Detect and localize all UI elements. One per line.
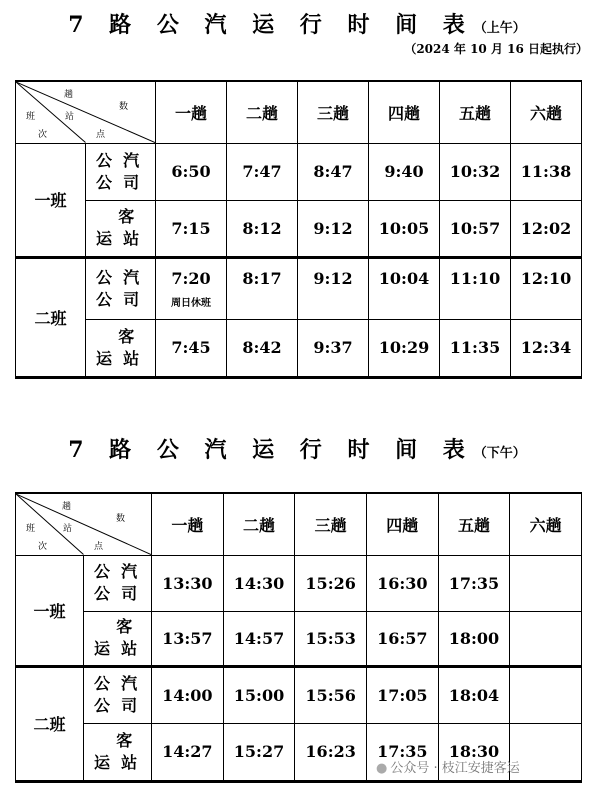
stop-label [84, 555, 152, 611]
time-cell: 17:05 [366, 666, 438, 723]
trip-header: 六趟 [511, 81, 582, 143]
stop-label-line: 运 站 [94, 752, 138, 772]
stop-label-line: 公 汽 [94, 562, 138, 581]
trip-header: 一趟 [152, 493, 224, 555]
header-row [16, 493, 582, 555]
diag-label-dian: 点 [96, 130, 106, 140]
trip-header: 二趟 [223, 493, 295, 555]
table-row [16, 257, 582, 319]
diag-label-shu: 数 [116, 514, 126, 524]
time-cell: 17:35 [438, 555, 510, 611]
time-cell: 11:38 [511, 143, 582, 200]
stop-label [84, 611, 152, 666]
time-cell [510, 723, 582, 781]
diag-label-zhan: 站 [65, 112, 75, 122]
shift-label: 一班 [16, 143, 86, 257]
trip-header: 二趟 [227, 81, 298, 143]
trip-header: 一趟 [156, 81, 227, 143]
time-cell: 15:56 [295, 666, 367, 723]
afternoon-timetable [15, 492, 582, 783]
time-cell: 12:34 [511, 319, 582, 377]
trip-header: 四趟 [369, 81, 440, 143]
morning-title-text: 7 路 公 汽 运 行 时 间 表 [68, 12, 474, 38]
stop-label-line: 运 站 [96, 348, 140, 368]
time-cell: 15:00 [223, 666, 295, 723]
trip-header: 五趟 [438, 493, 510, 555]
diag-label-tang: 趟 [64, 90, 74, 100]
stop-label [84, 666, 152, 723]
time-cell: 11:10 [440, 257, 511, 319]
time-cell: 16:57 [366, 611, 438, 666]
time-cell: 7:47 [227, 143, 298, 200]
trip-header: 三趟 [298, 81, 369, 143]
stop-label-line: 公 司 [94, 696, 138, 715]
time-cell: 18:30 [438, 723, 510, 781]
time-cell: 12:10 [511, 257, 582, 319]
time-cell: 14:30 [223, 555, 295, 611]
trip-header: 五趟 [440, 81, 511, 143]
time-cell: 9:37 [298, 319, 369, 377]
time-cell: 13:30 [152, 555, 224, 611]
time-cell: 15:26 [295, 555, 367, 611]
stop-label-line: 客 [96, 207, 135, 226]
afternoon-title-text: 7 路 公 汽 运 行 时 间 表 [68, 437, 474, 463]
sunday-off-note: 周日休班 [171, 297, 211, 309]
time-cell: 18:04 [438, 666, 510, 723]
time-cell: 8:17 [227, 257, 298, 319]
stop-label [86, 257, 156, 319]
time-cell: 6:50 [156, 143, 227, 200]
time-cell: 11:35 [440, 319, 511, 377]
stop-label [84, 723, 152, 781]
table-row [16, 319, 582, 377]
time-cell: 14:00 [152, 666, 224, 723]
time-cell: 18:00 [438, 611, 510, 666]
stop-label-line: 公 汽 [94, 674, 138, 693]
watermark-text: 公众号 · 枝江安捷客运 [390, 761, 520, 776]
time-cell: 10:29 [369, 319, 440, 377]
time-cell: 16:23 [295, 723, 367, 781]
diagonal-header-cell [16, 493, 152, 555]
wechat-icon: ● [376, 761, 388, 776]
shift-label: 一班 [16, 555, 84, 666]
effective-date-note: （2024 年 10 月 16 日起执行） [404, 42, 588, 56]
diag-label-ban: 班 [26, 112, 36, 122]
time-cell: 14:57 [223, 611, 295, 666]
time-cell: 12:02 [511, 200, 582, 257]
time-cell [510, 666, 582, 723]
stop-label-line: 客 [96, 326, 135, 346]
stop-label-line: 客 [94, 730, 133, 750]
time-cell [510, 611, 582, 666]
time-cell: 8:12 [227, 200, 298, 257]
time-value: 7:20 [171, 268, 211, 288]
stop-label-line: 客 [94, 617, 133, 636]
stop-label [86, 143, 156, 200]
trip-header: 四趟 [366, 493, 438, 555]
time-cell: 15:53 [295, 611, 367, 666]
diag-label-ci: 次 [38, 542, 48, 552]
diag-label-zhan: 站 [63, 524, 73, 534]
trip-header: 三趟 [295, 493, 367, 555]
time-cell: 13:57 [152, 611, 224, 666]
shift-label: 二班 [16, 666, 84, 781]
afternoon-title-suffix: （下午） [473, 446, 526, 461]
stop-label-line: 运 站 [96, 229, 140, 248]
time-cell: 9:12 [298, 200, 369, 257]
time-cell: 10:04 [369, 257, 440, 319]
trip-header: 六趟 [510, 493, 582, 555]
shift-label: 二班 [16, 257, 86, 377]
time-cell: 8:47 [298, 143, 369, 200]
time-cell: 7:15 [156, 200, 227, 257]
time-cell [156, 257, 227, 319]
stop-label-line: 运 站 [94, 639, 138, 658]
morning-title [0, 8, 594, 39]
time-cell: 16:30 [366, 555, 438, 611]
diagonal-header-cell [16, 81, 156, 143]
diag-label-dian: 点 [94, 542, 104, 552]
diag-label-shu: 数 [119, 102, 129, 112]
header-row [16, 81, 582, 143]
stop-label [86, 200, 156, 257]
stop-label-line: 公 司 [96, 172, 140, 192]
time-cell: 10:57 [440, 200, 511, 257]
stop-label [86, 319, 156, 377]
time-cell: 9:12 [298, 257, 369, 319]
table-row [16, 143, 582, 200]
stop-label-line: 公 汽 [96, 267, 140, 287]
stop-label-line: 公 汽 [96, 150, 140, 170]
diag-label-ci: 次 [38, 130, 48, 140]
account-watermark [376, 757, 520, 776]
time-cell: 10:05 [369, 200, 440, 257]
table-row [16, 555, 582, 611]
diag-label-ban: 班 [26, 524, 36, 534]
time-cell: 9:40 [369, 143, 440, 200]
time-cell: 10:32 [440, 143, 511, 200]
time-cell [510, 555, 582, 611]
morning-title-suffix: （上午） [473, 21, 526, 36]
afternoon-title [0, 433, 594, 464]
time-cell: 15:27 [223, 723, 295, 781]
table-row [16, 666, 582, 723]
morning-timetable [15, 80, 582, 379]
time-cell: 14:27 [152, 723, 224, 781]
time-cell: 7:45 [156, 319, 227, 377]
time-cell: 8:42 [227, 319, 298, 377]
stop-label-line: 公 司 [94, 584, 138, 603]
table-row [16, 200, 582, 257]
diag-label-tang: 趟 [62, 502, 72, 512]
stop-label-line: 公 司 [96, 289, 140, 309]
table-row [16, 611, 582, 666]
time-cell: 17:35 [366, 723, 438, 781]
